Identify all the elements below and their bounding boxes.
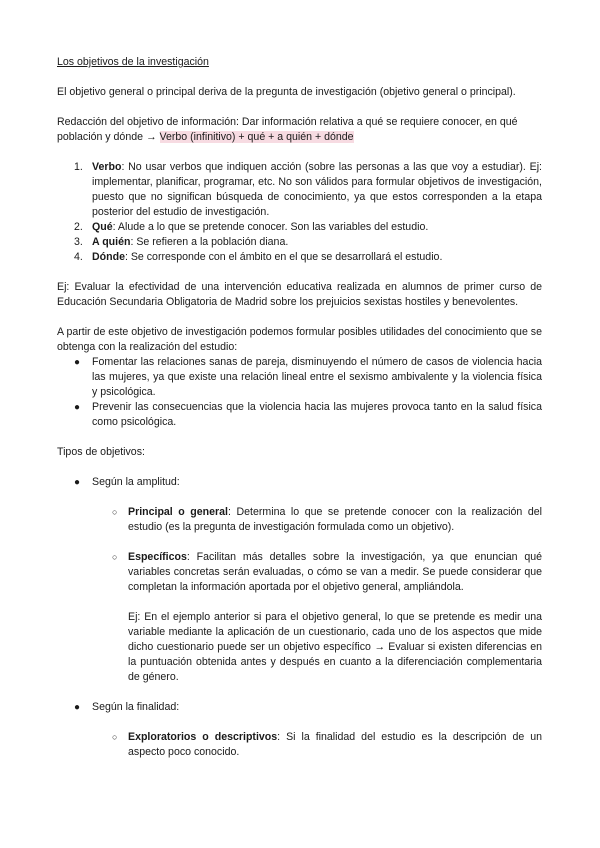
bullet-icon: ●	[74, 477, 81, 488]
term: Verbo	[92, 161, 122, 173]
list-number: 2.	[74, 221, 83, 233]
list-item	[57, 220, 542, 235]
list-item	[57, 400, 542, 430]
specific-example-paragraph: Ej: En el ejemplo anterior si para el objetivo general, lo que se pretende es medir una variable mediante la aplicación de un cuestionario, cada uno de los aspectos que mide dicho cuestionario puede ser un objetivo específico → Evaluar si existen diferencias en la puntuación obtenida antes y después en cuanto a la diferenciación complementaria de género.	[128, 611, 542, 683]
list-item	[57, 475, 542, 490]
term: Específicos	[128, 551, 187, 563]
term-description: : Se refieren a la población diana.	[130, 236, 289, 248]
bullet-icon: ●	[74, 402, 81, 413]
list-item-text: Fomentar las relaciones sanas de pareja, disminuyendo el número de casos de violencia hacia las mujeres, ya que existe una relación lineal entre el sexismo ambivalente y la violencia física y psicológica.	[92, 356, 542, 398]
term: Dónde	[92, 251, 125, 263]
term-description: : No usar verbos que indiquen acción (sobre las personas a las que voy a estudiar). Ej: implementar, planificar, programar, etc. No son válidos para formular objetivos de investigación, puesto que no significan búsqueda de conocimiento, ya que estos corresponden a la etapa posterior del estudio de investigación.	[92, 161, 542, 218]
list-item	[57, 160, 542, 220]
list-item	[57, 700, 542, 715]
term: Qué	[92, 221, 113, 233]
circle-bullet-icon: ○	[112, 552, 118, 562]
term-description: : Si la finalidad del estudio es la descripción de un aspecto poco conocido.	[128, 731, 542, 758]
document-body	[57, 55, 542, 775]
term-description: : Determina lo que se pretende conocer con la realización del estudio (es la pregunta de investigación formulada como un objetivo).	[128, 506, 542, 533]
list-item	[57, 355, 542, 400]
list-number: 3.	[74, 236, 83, 248]
list-item	[57, 250, 542, 265]
term: A quién	[92, 236, 131, 248]
list-item-text: Prevenir las consecuencias que la violencia hacia las mujeres provoca tanto en la salud física como psicológica.	[92, 401, 542, 428]
tipos-heading: Tipos de objetivos:	[57, 446, 145, 458]
term-description: : Facilitan más detalles sobre la investigación, ya que enuncian qué variables concretas serán evaluadas, o cómo se van a medir. Se puede considerar que completan la información aportada por el objetivo general, ampliándola.	[128, 551, 542, 593]
term: Exploratorios o descriptivos	[128, 731, 278, 743]
utilities-list	[57, 355, 542, 430]
circle-bullet-icon: ○	[112, 507, 118, 517]
finalidad-label: Según la finalidad:	[92, 701, 180, 713]
term-description: : Alude a lo que se pretende conocer. Son las variables del estudio.	[112, 221, 429, 233]
term: Principal o general	[128, 506, 228, 518]
bullet-icon: ●	[74, 702, 81, 713]
highlighted-formula: Verbo (infinitivo) + qué + a quién + dónde	[159, 131, 354, 143]
redaccion-text: Redacción del objetivo de información: Dar información relativa a qué se requiere conocer, en qué población y dónde →	[57, 116, 518, 143]
amplitud-label: Según la amplitud:	[92, 476, 180, 488]
bullet-icon: ●	[74, 357, 81, 368]
list-number: 4.	[74, 251, 83, 263]
term-description: : Se corresponde con el ámbito en el que se desarrollará el estudio.	[124, 251, 443, 263]
list-number: 1.	[74, 161, 83, 173]
utilities-intro: A partir de este objetivo de investigación podemos formular posibles utilidades del conocimiento que se obtenga con la realización del estudio:	[57, 326, 542, 353]
section-title: Los objetivos de la investigación	[57, 56, 209, 68]
objective-components-list	[57, 160, 542, 265]
example-paragraph: Ej: Evaluar la efectividad de una intervención educativa realizada en alumnos de primer curso de Educación Secundaria Obligatoria de Madrid sobre los prejuicios sexistas hostiles y benevolentes.	[57, 281, 542, 308]
circle-bullet-icon: ○	[112, 732, 118, 742]
redaccion-paragraph	[57, 115, 542, 145]
intro-paragraph: El objetivo general o principal deriva de la pregunta de investigación (objetivo general o principal).	[57, 86, 516, 98]
sub-list-item	[57, 550, 542, 595]
list-item	[57, 235, 542, 250]
sub-list-item	[57, 505, 542, 535]
sub-list-item	[57, 730, 542, 760]
